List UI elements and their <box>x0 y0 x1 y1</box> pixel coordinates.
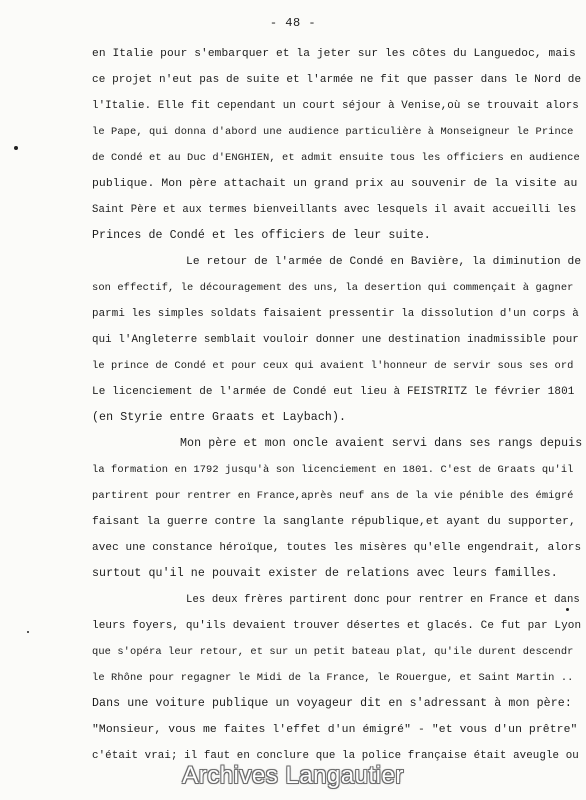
text-line: "Monsieur, vous me faites l'effet d'un émigré" - "et vous d'un prêtre" <box>92 724 578 736</box>
text-line: surtout qu'il ne pouvait exister de relations avec leurs familles. <box>92 567 558 580</box>
text-line: son effectif, le découragement des uns, la desertion qui commençait à gagner <box>92 282 574 294</box>
text-line: Princes de Condé et les officiers de leur suite. <box>92 229 431 242</box>
text-line: Saint Père et aux termes bienveillants avec lesquels il avait accueilli les <box>92 204 577 216</box>
text-line: Les deux frères partirent donc pour rentrer en France et dans <box>186 594 580 606</box>
text-line: le Pape, qui donna d'abord une audience particulière à Monseigneur le Prince <box>92 126 574 138</box>
text-line: avec une constance héroïque, toutes les misères qu'elle engendrait, alors <box>92 542 582 554</box>
text-line: ce projet n'eut pas de suite et l'armée ne fit que passer dans le Nord de <box>92 74 582 86</box>
scan-speck <box>27 631 29 633</box>
text-line: leurs foyers, qu'ils devaient trouver désertes et glacés. Ce fut par Lyon <box>92 620 582 632</box>
page-number: - 48 - <box>269 16 317 30</box>
text-line: la formation en 1792 jusqu'à son licenciement en 1801. C'est de Graats qu'il <box>92 464 574 476</box>
text-line: Le licenciement de l'armée de Condé eut lieu à FEISTRITZ le février 1801 <box>92 386 575 398</box>
text-line: (en Styrie entre Graats et Laybach). <box>92 411 347 424</box>
text-line: Le retour de l'armée de Condé en Bavière, la diminution de <box>186 256 582 268</box>
scan-speck <box>566 608 569 611</box>
text-line: le prince de Condé et pour ceux qui avaient l'honneur de servir sous ses ord <box>92 360 574 372</box>
text-line: publique. Mon père attachait un grand prix au souvenir de la visite au <box>92 178 578 190</box>
scan-speck <box>14 146 18 150</box>
text-line: qui l'Angleterre semblait vouloir donner une destination inadmissible pour <box>92 334 579 346</box>
text-line: partirent pour rentrer en France,après neuf ans de la vie pénible des émigré <box>92 490 574 502</box>
text-line: l'Italie. Elle fit cependant un court séjour à Venise,où se trouvait alors <box>92 100 579 112</box>
text-line: c'était vrai; il faut en conclure que la police française était aveugle ou <box>92 750 579 762</box>
text-line: Dans une voiture publique un voyageur dit en s'adressant à mon père: <box>92 697 572 710</box>
text-line: Mon père et mon oncle avaient servi dans ses rangs depuis <box>180 437 583 450</box>
text-line: de Condé et au Duc d'ENGHIEN, et admit ensuite tous les officiers en audience <box>92 152 580 164</box>
text-line: le Rhône pour regagner le Midi de la France, le Rouergue, et Saint Martin .. <box>92 672 574 684</box>
text-line: que s'opéra leur retour, et sur un petit bateau plat, qu'ile durent descendr <box>92 646 574 658</box>
text-line: parmi les simples soldats faisaient pressentir la dissolution d'un corps à <box>92 308 579 320</box>
archive-watermark: Archives Langautier <box>182 762 404 789</box>
text-line: faisant la guerre contre la sanglante république,et ayant du supporter, <box>92 516 576 528</box>
text-line: en Italie pour s'embarquer et la jeter sur les côtes du Languedoc, mais <box>92 48 576 60</box>
